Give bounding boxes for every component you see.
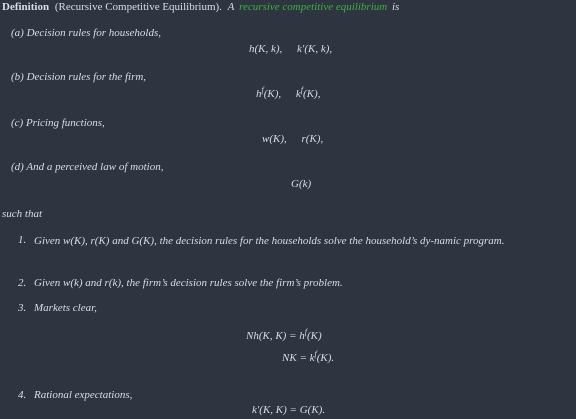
item-c-label: (c) Pricing functions,	[11, 117, 105, 129]
definition-tail: is	[391, 1, 400, 13]
definition-term: recursive competitive equilibrium	[239, 1, 388, 13]
definition-label: Definition	[2, 1, 50, 13]
item-a-math-2: k′(K, k),	[297, 43, 333, 55]
definition-paren: (Recursive Competitive Equilibrium).	[54, 1, 222, 13]
item-b-math-hsup: f	[261, 85, 264, 95]
market-eq-1-sup: f	[304, 327, 308, 337]
item-c-math	[262, 133, 323, 146]
condition-1-text: Given w(K), r(K) and G(K), the decision rules for the households solve the household’s dy-namic program.	[34, 235, 505, 247]
condition-2-num: 2.	[18, 277, 27, 289]
market-eq-2-lhs: NK	[282, 352, 297, 364]
item-a-math	[249, 43, 332, 56]
market-eq-2-sup: f	[314, 349, 317, 359]
item-d-label: (d) And a perceived law of motion,	[11, 161, 164, 173]
definition-heading	[2, 1, 399, 14]
such-that: such that	[2, 208, 43, 220]
item-b-label: (b) Decision rules for the firm,	[11, 71, 147, 83]
condition-3-text: Markets clear,	[34, 302, 97, 314]
condition-4-text: Rational expectations,	[34, 389, 133, 401]
market-eq-2-rhs: = k	[299, 352, 315, 364]
market-eq-1-lhs: Nh(K, K)	[246, 330, 287, 342]
item-c-math-1: w(K),	[262, 133, 287, 145]
condition-1-num: 1.	[18, 234, 27, 246]
item-b-math-kk: (K),	[303, 88, 321, 100]
market-eq-1-rhs: = h	[289, 330, 305, 342]
market-eq-2-tail: (K).	[316, 352, 335, 364]
condition-4-num: 4.	[18, 389, 27, 401]
item-c-math-2: r(K),	[301, 133, 324, 145]
item-b-math-k: k	[295, 88, 301, 100]
definition-lead: A	[227, 1, 235, 13]
market-eq-2	[282, 349, 335, 365]
item-a-label: (a) Decision rules for households,	[11, 27, 162, 39]
condition-3-num: 3.	[18, 302, 27, 314]
market-eq-1	[246, 327, 322, 343]
rational-eq: k′(K, K) = G(K).	[252, 404, 326, 416]
item-b-math-h: h	[256, 88, 262, 100]
item-b-math-ksup: f	[300, 85, 304, 95]
condition-2-text: Given w(k) and r(k), the firm’s decision rules solve the firm’s problem.	[34, 277, 343, 289]
item-a-math-1: h(K, k),	[249, 43, 283, 55]
item-b-math-hk: (K),	[263, 88, 282, 100]
market-eq-1-tail: (K)	[307, 330, 322, 342]
item-b-math	[256, 85, 321, 101]
item-d-math: G(k)	[291, 178, 312, 190]
